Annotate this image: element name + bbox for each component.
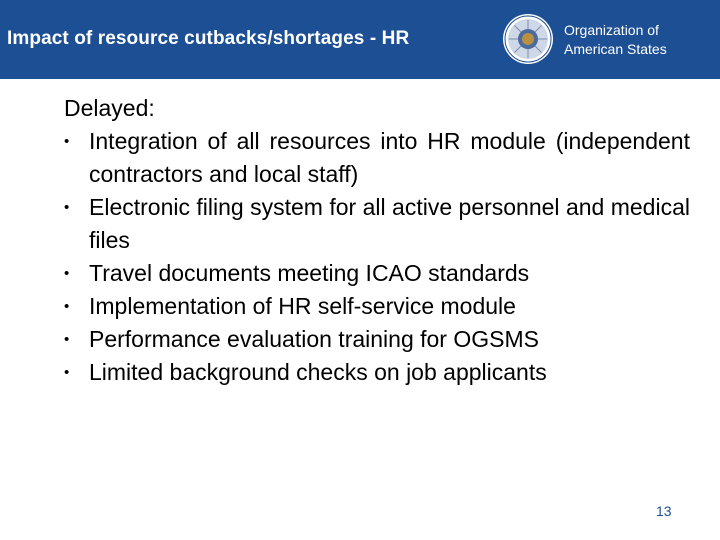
list-item [64, 356, 690, 389]
list-item [64, 191, 690, 257]
page-number: 13 [656, 503, 672, 519]
org-name-line-1: Organization of [564, 22, 659, 38]
list-item-text: Electronic filing system for all active personnel and medical files [89, 194, 690, 253]
delayed-list [64, 125, 690, 389]
list-item [64, 323, 690, 356]
bullet-icon: • [64, 331, 70, 348]
oas-seal-icon [502, 13, 554, 65]
slide-title: Impact of resource cutbacks/shortages - HR [7, 28, 410, 49]
bullet-icon: • [64, 199, 70, 216]
list-item-text: Limited background checks on job applicants [89, 359, 547, 385]
org-name-line-2: American States [564, 41, 667, 57]
slide-body [64, 92, 690, 389]
bullet-icon: • [64, 364, 70, 381]
delayed-heading: Delayed: [64, 95, 155, 121]
header-bar [0, 0, 720, 79]
list-item-text: Travel documents meeting ICAO standards [89, 260, 530, 286]
list-item-text: Implementation of HR self-service module [89, 293, 516, 319]
list-item [64, 257, 690, 290]
list-item [64, 290, 690, 323]
list-item-text: Integration of all resources into HR module (independent contractors and local staff) [89, 128, 690, 187]
organization-name [564, 21, 667, 59]
list-item [64, 125, 690, 191]
list-item-text: Performance evaluation training for OGSMS [89, 326, 539, 352]
bullet-icon: • [64, 133, 70, 150]
bullet-icon: • [64, 298, 70, 315]
bullet-icon: • [64, 265, 70, 282]
